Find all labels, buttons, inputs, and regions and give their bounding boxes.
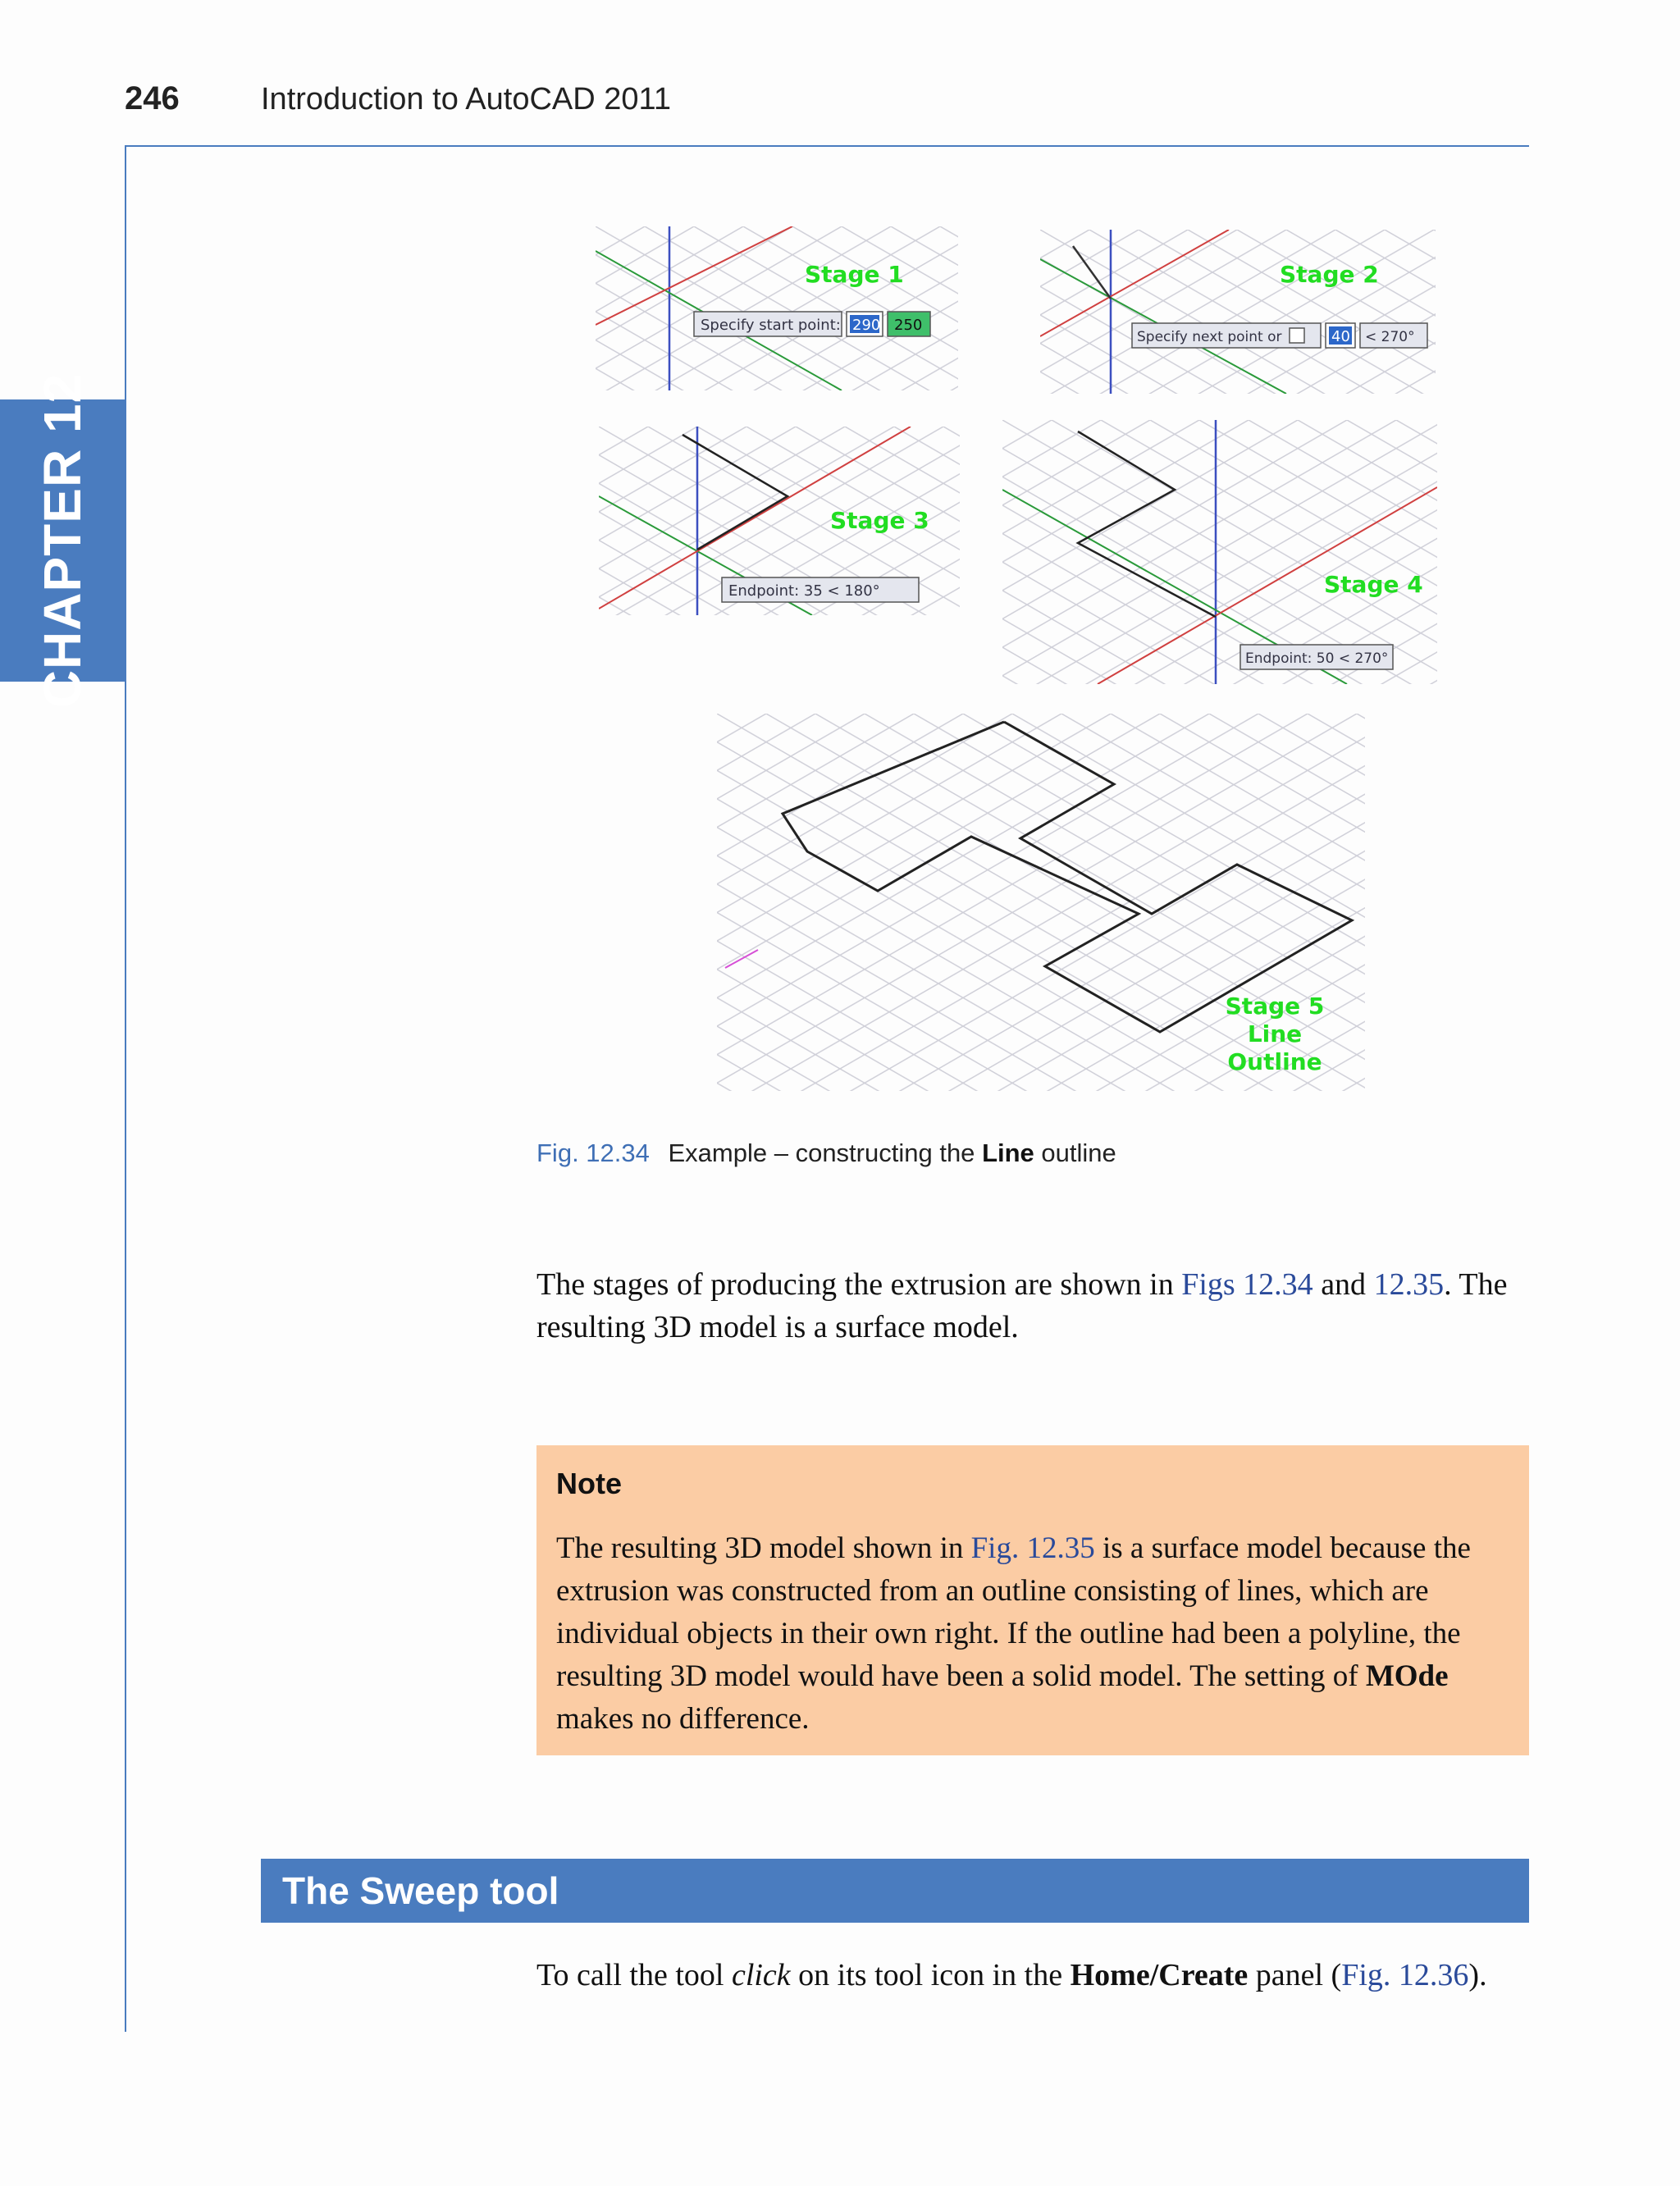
para2-text-1: To call the tool	[536, 1958, 724, 1992]
fig-12-36-link[interactable]: Fig. 12.36	[1341, 1958, 1469, 1992]
chapter-tab	[0, 372, 125, 709]
header-rule	[125, 145, 1529, 147]
stage-1-panel	[596, 226, 958, 390]
stage-3-panel	[599, 427, 960, 615]
margin-rule	[125, 145, 126, 2032]
note-box	[536, 1445, 1529, 1755]
stage-2-prompt: Specify next point or	[1137, 329, 1282, 345]
chapter-tab-label: CHAPTER 12	[33, 372, 92, 709]
stage-2-panel	[1040, 230, 1436, 394]
para1-text-3: . The resulting 3D model is a surface model.	[536, 1267, 1508, 1344]
stage-2-length: 40	[1331, 328, 1350, 345]
stage-2-angle: < 270°	[1365, 329, 1415, 345]
stage-3-label: Stage 3	[830, 507, 929, 534]
para2-italic: click	[731, 1958, 791, 1992]
note-text-1: The resulting 3D model shown in	[556, 1531, 964, 1565]
note-title: Note	[556, 1467, 622, 1500]
para2-text-3: panel (	[1255, 1958, 1342, 1992]
stage-4-label: Stage 4	[1324, 571, 1423, 598]
stage-5-label-line1: Stage 5	[1225, 993, 1325, 1020]
note-body	[556, 1527, 1516, 1741]
section-title: The Sweep tool	[282, 1869, 559, 1912]
section-heading-bar	[261, 1859, 1529, 1923]
para1-text-2: and	[1321, 1267, 1367, 1302]
figure-caption-label: Fig. 12.34	[536, 1139, 650, 1167]
book-title: Introduction to AutoCAD 2011	[261, 82, 671, 116]
stage-3-prompt: Endpoint: 35 < 180°	[728, 582, 880, 600]
note-fig-12-35-link[interactable]: Fig. 12.35	[970, 1531, 1095, 1565]
note-text-3: makes no difference.	[556, 1702, 810, 1736]
stage-5-label-line3: Outline	[1227, 1048, 1322, 1075]
para2-text-4: ).	[1468, 1958, 1487, 1992]
note-text-2: is a surface model because the extrusion was constructed from an outline consisting of lines, which are individual objects in their own right. If the outline had been a polyline, the resulting 3D model would have been a solid model. The setting of	[556, 1531, 1471, 1693]
fig-12-35-link[interactable]: 12.35	[1373, 1267, 1445, 1302]
body-paragraph-2	[536, 1954, 1537, 1997]
stage-4-prompt: Endpoint: 50 < 270°	[1245, 650, 1389, 667]
stage-1-prompt: Specify start point:	[701, 317, 841, 334]
stage-5-panel	[717, 714, 1365, 1091]
stage-1-label: Stage 1	[805, 261, 904, 288]
stage-4-panel	[1002, 420, 1437, 684]
para2-text-2: on its tool icon in the	[798, 1958, 1063, 1992]
figure-caption	[536, 1139, 1116, 1168]
stage-2-label: Stage 2	[1280, 261, 1379, 288]
figure-caption-bold: Line	[982, 1139, 1034, 1167]
figs-12-34-link[interactable]: Figs 12.34	[1181, 1267, 1313, 1302]
note-bold-mode: MOde	[1365, 1659, 1449, 1693]
figure-caption-text: Example – constructing the	[668, 1139, 975, 1167]
para1-text-1: The stages of producing the extrusion are shown in	[536, 1267, 1174, 1302]
stage-1-y-value: 250	[894, 317, 923, 334]
stage-1-x-value: 290	[852, 317, 881, 334]
figure-caption-tail: outline	[1041, 1139, 1116, 1167]
stage-5-label-line2: Line	[1247, 1020, 1303, 1047]
page-number: 246	[125, 80, 180, 116]
body-paragraph-1	[536, 1263, 1537, 1349]
para2-bold: Home/Create	[1070, 1958, 1249, 1992]
